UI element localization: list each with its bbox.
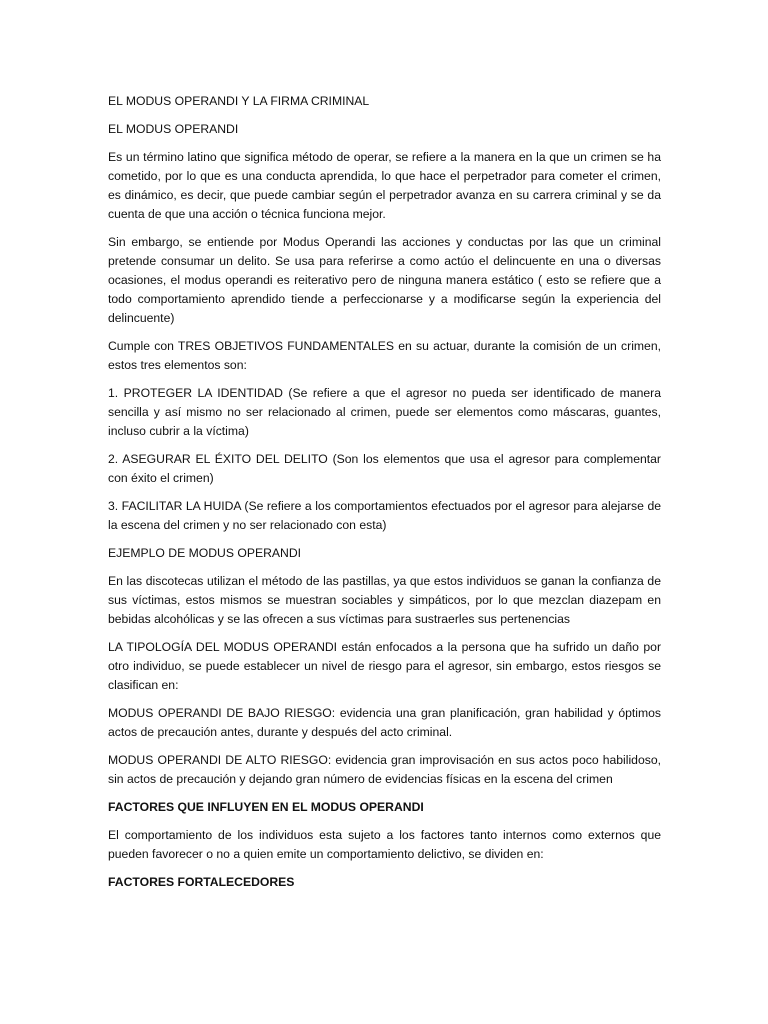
section-heading-modus-operandi: EL MODUS OPERANDI [108,122,239,136]
paragraph-high-risk: MODUS OPERANDI DE ALTO RIESGO: evidencia gran improvisación en sus actos poco habilidoso, sin actos de precaución y dejando gran número de evidencias físicas en la escena del crimen [108,753,661,786]
objective-item-3: 3. FACILITAR LA HUIDA (Se refiere a los comportamientos efectuados por el agresor para alejarse de la escena del crimen y no ser relacionado con esta) [108,499,661,532]
document-page [108,92,661,901]
document-title: EL MODUS OPERANDI Y LA FIRMA CRIMINAL [108,94,370,108]
section-heading-example: EJEMPLO DE MODUS OPERANDI [108,546,302,560]
objective-item-1: 1. PROTEGER LA IDENTIDAD (Se refiere a que el agresor no pueda ser identificado de manera sencilla y así mismo no ser relacionado al crimen, puede ser elementos como máscaras, guantes, incluso cubrir a la víctima) [108,386,661,438]
paragraph-example: En las discotecas utilizan el método de las pastillas, ya que estos individuos se ganan la confianza de sus víctimas, estos mismos se muestran sociables y simpáticos, por lo que mezclan diazepam en bebidas alcohólicas y se las ofrecen a sus víctimas para sustraerles sus pertenencias [108,574,661,626]
paragraph-objectives-intro: Cumple con TRES OBJETIVOS FUNDAMENTALES en su actuar, durante la comisión de un crimen, estos tres elementos son: [108,339,661,372]
paragraph-definition: Es un término latino que significa método de operar, se refiere a la manera en la que un crimen se ha cometido, por lo que es una conducta aprendida, lo que hace el perpetrador para cometer el crimen, es dinámico, es decir, que puede cambiar según el perpetrador avanza en su carrera criminal y se da cuenta de que una acción o técnica funciona mejor. [108,150,661,221]
objective-item-2: 2. ASEGURAR EL ÉXITO DEL DELITO (Son los elementos que usa el agresor para complementar con éxito el crimen) [108,452,661,485]
paragraph-typology: LA TIPOLOGÍA DEL MODUS OPERANDI están enfocados a la persona que ha sufrido un daño por otro individuo, se puede establecer un nivel de riesgo para el agresor, sin embargo, estos riesgos se clasifican en: [108,640,661,692]
section-heading-strengthening-factors: FACTORES FORTALECEDORES [108,875,295,889]
paragraph-meaning: Sin embargo, se entiende por Modus Operandi las acciones y conductas por las que un criminal pretende consumar un delito. Se usa para referirse a como actúo el delincuente en una o diversas ocasiones, el modus operandi es reiterativo pero de ninguna manera estático ( esto se refiere que a todo comportamiento aprendido tiende a perfeccionarse y a modificarse según la experiencia del delincuente) [108,235,661,325]
paragraph-factors: El comportamiento de los individuos esta sujeto a los factores tanto internos como externos que pueden favorecer o no a quien emite un comportamiento delictivo, se dividen en: [108,828,661,861]
section-heading-factors: FACTORES QUE INFLUYEN EN EL MODUS OPERANDI [108,800,424,814]
paragraph-low-risk: MODUS OPERANDI DE BAJO RIESGO: evidencia una gran planificación, gran habilidad y óptimos actos de precaución antes, durante y después del acto criminal. [108,706,661,739]
